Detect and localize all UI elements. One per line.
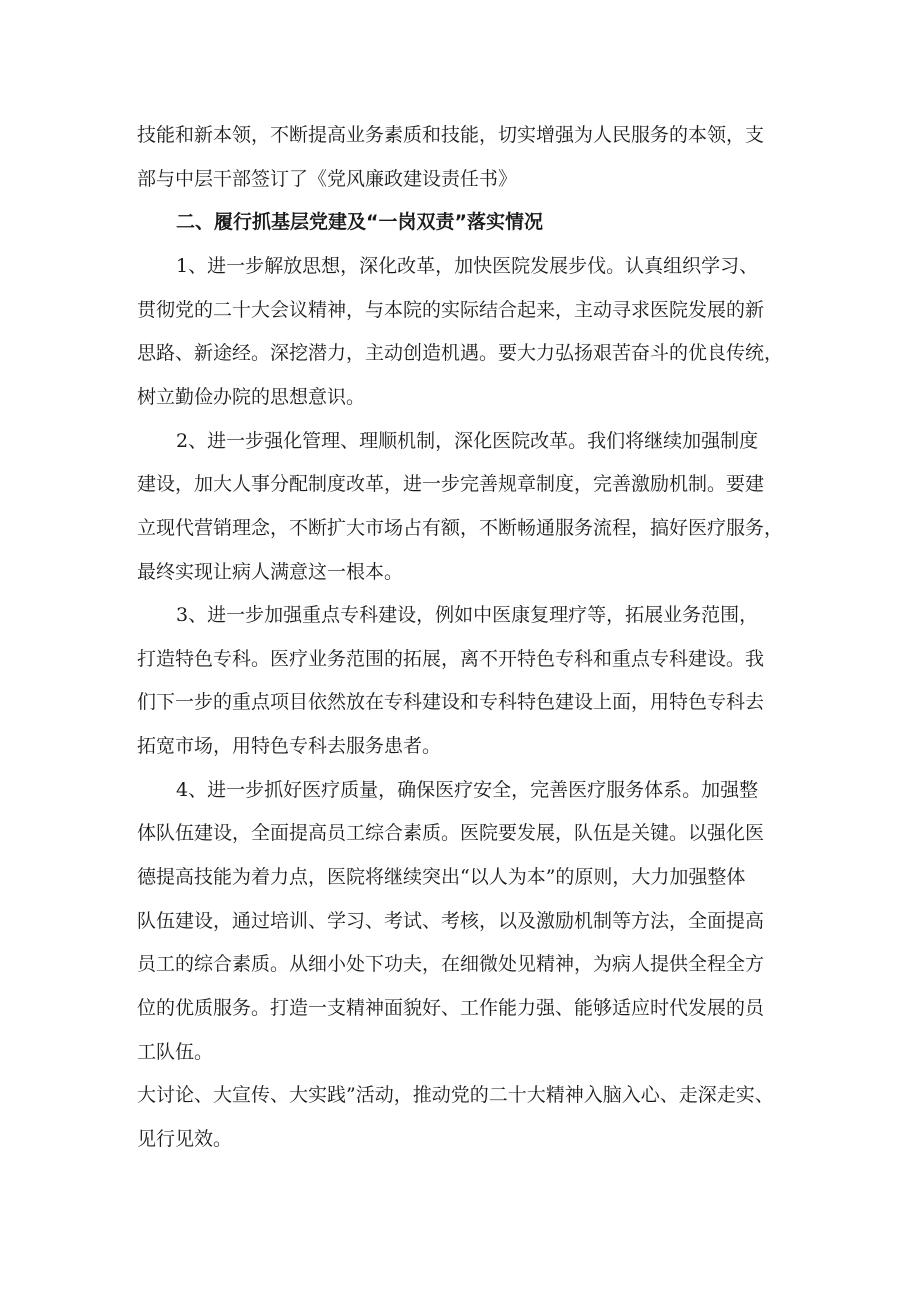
- paragraph-line: 见行见效。: [137, 1128, 233, 1150]
- paragraph-line: 2、进一步强化管理、理顺机制，深化医院改革。我们将继续加强制度: [176, 430, 759, 452]
- paragraph-line: 部与中层干部签订了《党风廉政建设责任书》: [137, 168, 518, 190]
- paragraph-line: 们下一步的重点项目依然放在专科建设和专科特色建设上面，用特色专科去: [137, 691, 765, 713]
- paragraph-line: 位的优质服务。打造一支精神面貌好、工作能力强、能够适应时代发展的员: [137, 997, 765, 1019]
- paragraph-line: 体队伍建设，全面提高员工综合素质。医院要发展，队伍是关键。以强化医: [137, 822, 765, 844]
- paragraph-line: 打造特色专科。医疗业务范围的拓展，离不开特色专科和重点专科建设。我: [137, 648, 765, 670]
- paragraph-line: 4、进一步抓好医疗质量，确保医疗安全，完善医疗服务体系。加强整: [176, 779, 759, 801]
- paragraph-line: 树立勤俭办院的思想意识。: [137, 386, 366, 408]
- paragraph-line: 大讨论、大宣传、大实践”活动，推动党的二十大精神入脑入心、走深走实、: [137, 1084, 774, 1106]
- paragraph-line: 德提高技能为着力点，医院将继续突出“以人为本”的原则，大力加强整体: [137, 866, 746, 888]
- section-heading: 二、履行抓基层党建及“一岗双责”落实情况: [176, 211, 543, 233]
- paragraph-line: 1、进一步解放思想，深化改革，加快医院发展步伐。认真组织学习、: [176, 255, 759, 277]
- paragraph-line: 3、进一步加强重点专科建设，例如中医康复理疗等，拓展业务范围，: [176, 604, 759, 626]
- paragraph-line: 拓宽市场，用特色专科去服务患者。: [137, 735, 442, 757]
- paragraph-line: 工队伍。: [137, 1041, 214, 1063]
- paragraph-line: 贯彻党的二十大会议精神，与本院的实际结合起来，主动寻求医院发展的新: [137, 299, 765, 321]
- paragraph-line: 最终实现让病人满意这一根本。: [137, 561, 404, 583]
- paragraph-line: 技能和新本领，不断提高业务素质和技能，切实增强为人民服务的本领，支: [137, 124, 765, 146]
- paragraph-line: 员工的综合素质。从细小处下功夫，在细微处见精神，为病人提供全程全方: [137, 953, 765, 975]
- paragraph-line: 立现代营销理念，不断扩大市场占有额，不断畅通服务流程，搞好医疗服务，: [137, 517, 784, 539]
- paragraph-line: 队伍建设，通过培训、学习、考试、考核，以及激励机制等方法，全面提高: [137, 910, 765, 932]
- paragraph-line: 建设，加大人事分配制度改革，进一步完善规章制度，完善激励机制。要建: [137, 473, 765, 495]
- paragraph-line: 思路、新途经。深挖潜力，主动创造机遇。要大力弘扬艰苦奋斗的优良传统，: [137, 342, 784, 364]
